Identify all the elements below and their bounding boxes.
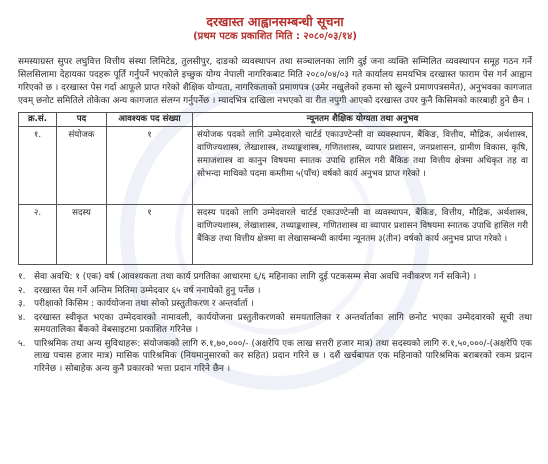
notice-title: दरखास्त आह्वानसम्बन्धी सूचना <box>206 14 344 29</box>
note-item <box>18 312 532 337</box>
note-item <box>18 285 532 298</box>
positions-table <box>18 112 533 265</box>
note-text: दरखास्त पेस गर्ने अन्तिम मितिमा उम्मेदवार ६५ वर्ष ननाघेको हुनु पर्नेछ । <box>34 285 261 296</box>
header-count: आवश्यक पद संख्या <box>107 113 193 127</box>
row-count: १ <box>107 205 193 265</box>
notice-document <box>18 14 532 376</box>
note-text: सेवा अवधि: १ (एक) वर्ष (आवश्यकता तथा कार्य प्रगतिका आधारमा ६/६ महिनाका लागि दुई पटकसम्म सेवा अवधि नवीकरण गर्न सकिने) । <box>34 272 477 283</box>
header-serial: क्र.सं. <box>19 113 57 127</box>
table-row <box>19 127 533 205</box>
note-text: परीक्षाको किसिम : कार्ययोजना तथा सोको प्रस्तुतीकरण र अन्तर्वार्ता । <box>34 299 254 310</box>
row-qualification: संयोजक पदको लागि उम्मेदवारले चार्टर्ड एकाउण्टेन्सी वा व्यवस्थापन, बैंकिङ, वित्तीय, मौद्रिक, अर्थशास्त्र, वाणिज्यशास्त्र, लेखाशास्त्र, तथ्याङ्कशास्त्र, गणितशास्त्र, व्यापार प्रशासन, जनप्रशासन, ग्रामीण विकास, कृषि, समाजशास्त्र वा कानुन विषयमा स्नातक उपाधि हासिल गरी बैंकिङ तथा वित्तीय क्षेत्रमा अधिकृत तह वा सोभन्दा माथिको पदमा कम्तीमा ५(पाँच) वर्षको कार्य अनुभव प्राप्त गरेको । <box>193 127 533 205</box>
notes-list <box>18 271 532 375</box>
note-text: पारिश्रमिक तथा अन्य सुविधाहरू: संयोजकको लागि रु.१,७०,०००/- (अक्षरेपि एक लाख सत्तरी हजार मात्र) तथा सदस्यको लागि रु.१,५०,०००/-(अक्षरेपि एक लाख पचास हजार मात्र) मासिक पारिश्रमिक (नियमानुसारको कर सहित) प्रदान गरिने छ । दशैं खर्चबापत एक महिनाको पारिश्रमिक बराबरको रकम प्रदान गरिनेछ । सोबाहेक अन्य कुनै प्रकारको भत्ता प्रदान गरिने छैन । <box>34 338 532 374</box>
note-text: दरखास्त स्वीकृत भएका उम्मेदवारको नामावली, कार्ययोजना प्रस्तुतीकरणको समयतालिका र अन्तर्वार्ताका लागि छनोट भएका उम्मेदवारको सूची तथा समयतालिका बैंकको वेबसाइटमा प्रकाशित गरिनेछ । <box>34 312 532 336</box>
note-number: ३. <box>18 299 26 310</box>
intro-paragraph: समस्याग्रस्त सुपर लघुवित्त वित्तीय संस्था लिमिटेड, तुलसीपुर, दाङको व्यवस्थापन तथा सञ्चालनका लागि दुई जना व्यक्ति सम्मिलित व्यवस्थापन समूह गठन गर्ने सिलसिलामा देहायका पदहरू पूर्ति गर्नुपर्ने भएकोले इच्छुक योग्य नेपाली नागरिकबाट मिति २०८०/०४/०३ गते कार्यालय समयभित्र दरखास्त फाराम पेस गर्न आह्वान गरिएको छ । दरखास्त पेस गर्दा आफूले प्राप्त गरेको शैक्षिक योग्यता, नागरिकताको प्रमाणपत्र (उमेर नखुलेको हकमा सो खुल्ने प्रमाणपत्रसमेत), अनुभवका कागजात एवम् छनोट समितिले तोकेका अन्य कागजात संलग्न गर्नुपर्नेछ । म्यादभित्र दाखिला नभएको वा रीत नपुगी आएको दरखास्त उपर कुनै किसिमको कारबाही हुने छैन । <box>18 57 532 107</box>
table-header-row <box>19 113 533 127</box>
note-item <box>18 298 532 311</box>
row-post: संयोजक <box>57 127 107 205</box>
table-row <box>19 205 533 265</box>
note-number: २. <box>18 285 26 296</box>
header-qualification: न्यूनतम शैक्षिक योग्यता तथा अनुभव <box>193 113 533 127</box>
note-number: ४. <box>18 312 26 323</box>
note-number: ५. <box>18 338 26 349</box>
header-post: पद <box>57 113 107 127</box>
row-post: सदस्य <box>57 205 107 265</box>
row-count: १ <box>107 127 193 205</box>
row-serial: १. <box>19 127 57 205</box>
note-number: १. <box>18 272 26 283</box>
note-item <box>18 338 532 376</box>
row-qualification: सदस्य पदको लागि उम्मेदवारले चार्टर्ड एकाउण्टेन्सी वा व्यवस्थापन, बैंकिङ, वित्तीय, मौद्रिक, अर्थशास्त्र, वाणिज्यशास्त्र, लेखाशास्त्र, तथ्याङ्कशास्त्र, गणितशास्त्र वा व्यापार प्रशासन विषयमा स्नातक उपाधि हासिल गरी बैंकिङ तथा वित्तीय क्षेत्रमा वा लेखासम्बन्धी कार्यमा न्यूनतम ३(तीन) वर्षको कार्य अनुभव प्राप्त गरेको । <box>193 205 533 265</box>
notice-subtitle: (प्रथम पटक प्रकाशित मिति : २०८०/०३/१४) <box>193 31 357 42</box>
note-item <box>18 271 532 284</box>
row-serial: २. <box>19 205 57 265</box>
